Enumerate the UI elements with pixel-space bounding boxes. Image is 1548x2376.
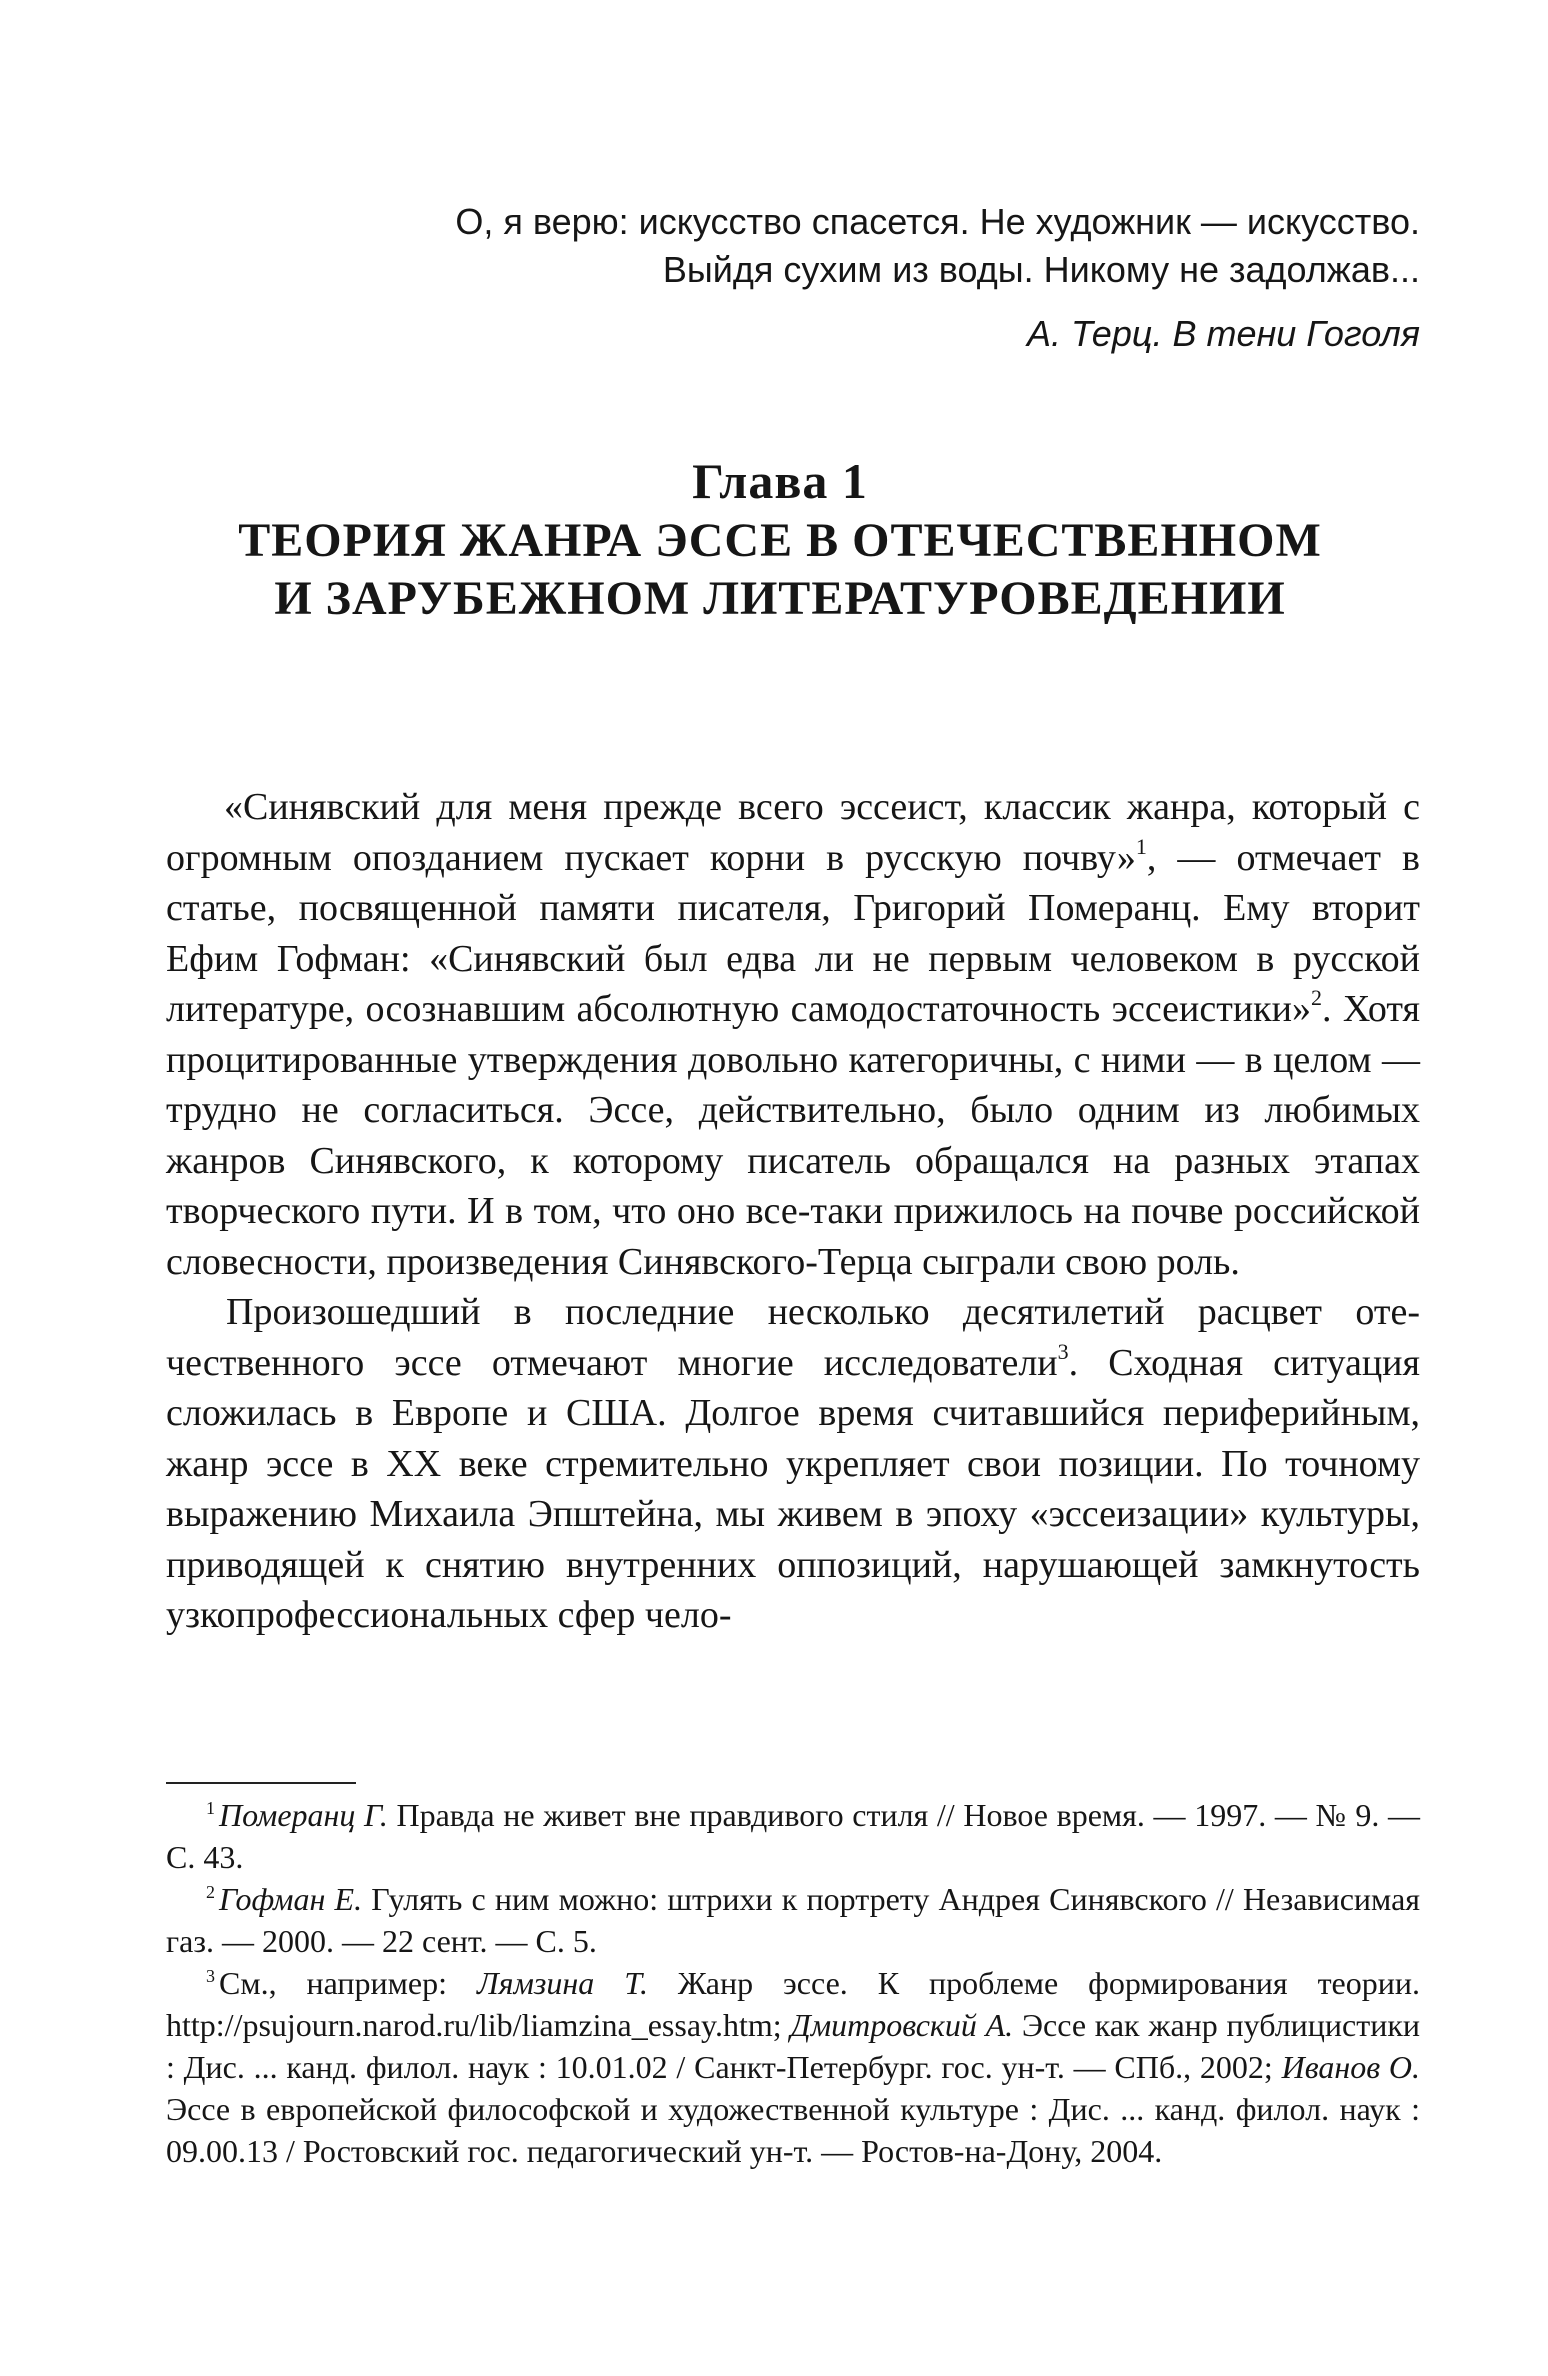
footnote-ref-2: 2	[1310, 985, 1322, 1011]
chapter-heading	[140, 450, 1420, 628]
footnote-1-text: Правда не живет вне правдивого стиля // Новое время. — 1997. — № 9. — С. 43.	[166, 1797, 1421, 1875]
footnote-2	[166, 1878, 1420, 1962]
paragraph-1	[166, 782, 1420, 1287]
footnote-1-number: 1	[206, 1798, 215, 1818]
footnote-divider	[166, 1782, 356, 1784]
footnote-2-text: Гулять с ним можно: штрихи к портрету Андрея Синявского // Независимая газ. — 2000. — 22 сент. — С. 5.	[166, 1881, 1420, 1959]
epigraph-attribution: А. Терц. В тени Гоголя	[1027, 313, 1420, 354]
epigraph-line-2: Выйдя сухим из воды. Никому не задолжав...	[662, 249, 1420, 290]
footnote-3-lead: См., например:	[219, 1965, 477, 2001]
footnote-2-number: 2	[206, 1882, 215, 1902]
chapter-title-line-1: ТЕОРИЯ ЖАНРА ЭССЕ В ОТЕЧЕСТВЕННОМ	[238, 514, 1322, 567]
footnote-ref-1: 1	[1135, 833, 1147, 859]
footnote-1	[166, 1794, 1420, 1878]
chapter-number: Глава 1	[692, 453, 868, 509]
footnote-3-number: 3	[206, 1966, 215, 1986]
footnote-1-author: Померанц Г.	[219, 1797, 388, 1833]
paragraph-2-part-a: Произошедший в последние несколько десятилетий расцвет отечественного эссе отмечают многие исследователи	[166, 1291, 1420, 1384]
footnote-3-author-2: Дмитровский А.	[790, 2007, 1014, 2043]
footnote-3	[166, 1962, 1420, 2172]
paragraph-1-part-a: «Синявский для меня прежде всего эссеист, классик жанра, который с огромным опозданием пускает корни в русскую почву»	[166, 786, 1420, 879]
footnote-3-text-3: Эссе в европейской философской и художественной культуре : Дис. ... канд. филол. наук : 09.00.13 / Ростовский гос. педагогический ун-т. — Ростов-на-Дону, 2004.	[166, 2091, 1420, 2169]
footnote-3-author-3: Иванов О.	[1281, 2049, 1421, 2085]
paragraph-1-part-c: . Хотя процитированные утверждения довольно категоричны, с ними — в целом — трудно не согласиться. Эссе, действительно, было одним из любимых жанров Синявского, к которому писатель обращался на разных этапах творческого пути. И в том, что оно все-таки прижилось на почве российской словесности, произведения Синявского-Терца сыграли свою роль.	[166, 988, 1420, 1283]
footnote-ref-3: 3	[1057, 1338, 1069, 1364]
body-text	[166, 782, 1420, 1641]
footnotes	[166, 1794, 1420, 2172]
paragraph-2	[166, 1287, 1420, 1641]
paragraph-2-part-b: . Сходная ситуация сложилась в Европе и США. Долгое время считавшийся периферийным, жанр эссе в XX веке стремительно укрепляет свои позиции. По точному выражению Михаила Эпштейна, мы живем в эпоху «эссеизации» культуры, приводящей к снятию внутренних оппозиций, нарушающей замкнутость узкопрофессиональных сфер чело-	[166, 1341, 1420, 1636]
footnote-2-author: Гофман Е.	[219, 1881, 363, 1917]
epigraph	[200, 198, 1420, 358]
footnote-3-author-1: Лямзина Т.	[476, 1965, 648, 2001]
footnote-3-text-1: Жанр эссе. К проблеме формирования теории. http://psujourn.narod.ru/lib/liamzina_essay.htm;	[166, 1965, 1421, 2043]
epigraph-line-1: О, я верю: искусство спасется. Не художник — искусство.	[455, 201, 1420, 242]
chapter-title-line-2: И ЗАРУБЕЖНОМ ЛИТЕРАТУРОВЕДЕНИИ	[274, 572, 1286, 625]
footnote-3-text-2: Эссе как жанр публицистики : Дис. ... канд. филол. наук : 10.01.02 / Санкт-Петербург. гос. ун-т. — СПб., 2002;	[166, 2007, 1421, 2085]
paragraph-1-part-b: , — отмечает в статье, посвященной памяти писателя, Григорий Померанц. Ему вторит Ефим Гофман: «Синявский был едва ли не первым человеком в русской литературе, осознавшим абсолютную самодостаточность эссеистики»	[166, 836, 1420, 1030]
